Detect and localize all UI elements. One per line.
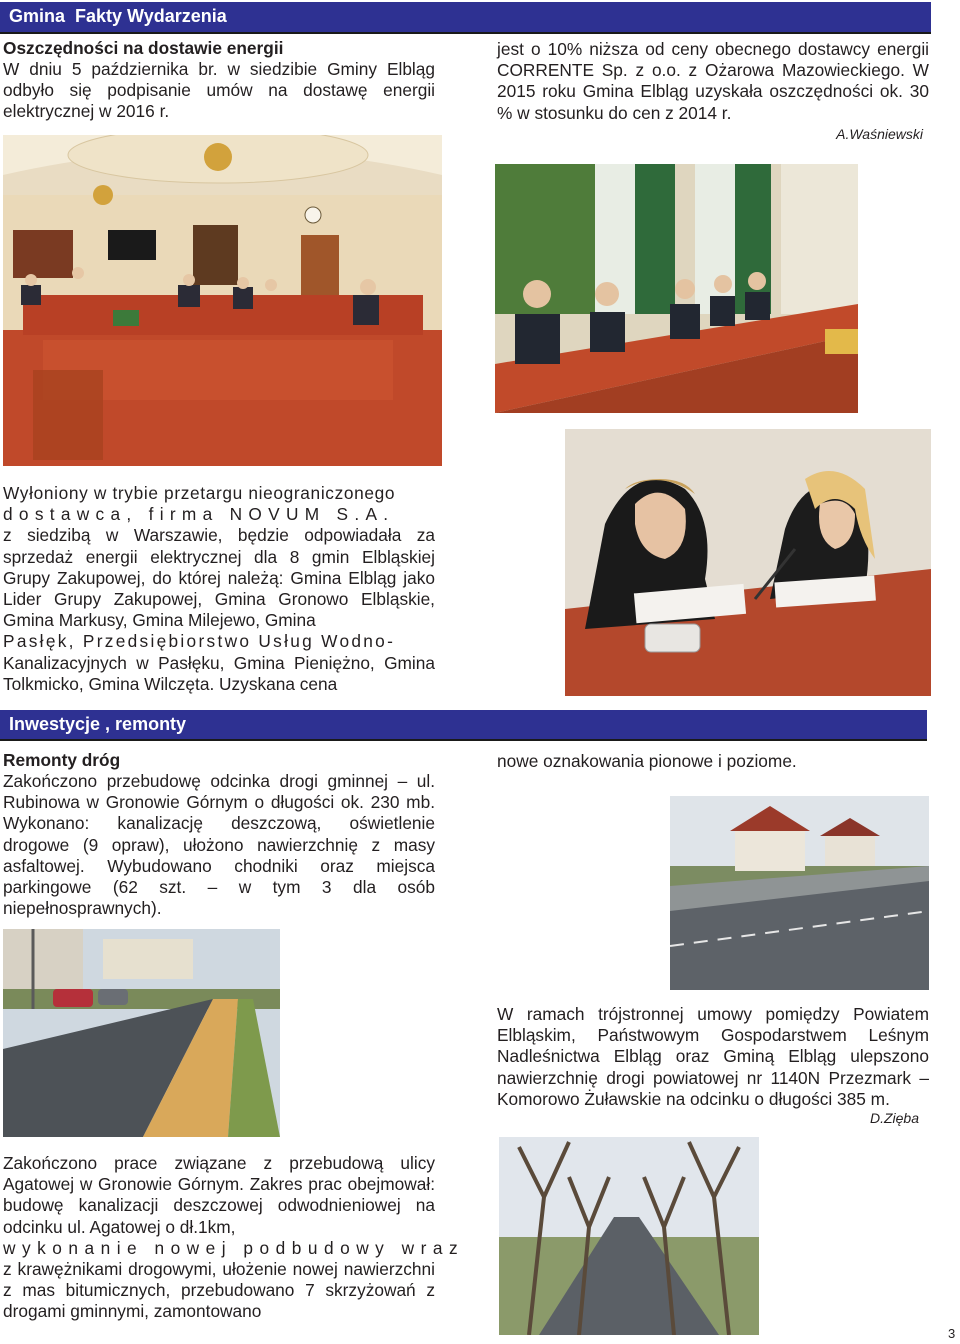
photo-council-hall bbox=[3, 135, 442, 466]
section-header-gmina bbox=[0, 2, 931, 32]
energy-title: Oszczędności na dostawie energii bbox=[3, 38, 284, 58]
photo-meeting-table bbox=[495, 164, 858, 413]
tender-paragraph: z siedzibą w Warszawie, będzie odpowiadała za sprzedaż energii elektrycznej dla 8 gmin Elbląskiej Grupy Zakupowej, do której należą: Gmina Elbląg jako Lider Grupy Zakupowej, Gmina Gronowo Elbląskie, Gmina Markusy, Gmina Milejewo, Gmina bbox=[3, 525, 435, 631]
header-underline-investments bbox=[0, 739, 927, 741]
energy-article-continuation bbox=[497, 39, 929, 142]
section-header-investments-label: Inwestycje , remonty bbox=[9, 714, 187, 734]
section-header-investments bbox=[0, 710, 927, 739]
tender-line-2: dostawca, firma NOVUM S.A. bbox=[3, 504, 395, 525]
roads-paragraph-right: nowe oznakowania pionowe i poziome. bbox=[497, 751, 797, 771]
photo-tree-lined-road bbox=[499, 1137, 759, 1335]
energy-article-intro bbox=[3, 38, 435, 123]
energy-paragraph-2: jest o 10% niższa od ceny obecnego dostawcy energii CORRENTE Sp. z o.o. z Ożarowa Mazowieckiego. W 2015 roku Gmina Elbląg uzyskała oszczędności ok. 30 % w stosunku do cen z 2014 r. bbox=[497, 39, 929, 123]
roads-paragraph-2-spaced: wykonanie nowej podbudowy wraz bbox=[3, 1237, 465, 1258]
tender-line-1: Wyłoniony w trybie przetargu nieograniczonego bbox=[3, 483, 396, 503]
roads-powiat-article bbox=[497, 1004, 929, 1126]
roads-paragraph-2b: z krawężnikami drogowymi, ułożenie nowej nawierzchni z mas bitumicznych, przebudowano 7 skrzyżowań z drogami gminnymi, zamontowano bbox=[3, 1259, 435, 1322]
section-header-gmina-label: Gmina Fakty Wydarzenia bbox=[9, 6, 227, 26]
energy-signature: A.Waśniewski bbox=[836, 125, 923, 142]
photo-sidewalk-street bbox=[3, 929, 280, 1137]
header-underline bbox=[0, 32, 931, 34]
photo-road-houses bbox=[670, 796, 929, 990]
tender-paragraph-end: Kanalizacyjnych w Pasłęku, Gmina Pieniężno, Gmina Tolkmicko, Gmina Wilczęta. Uzyskana cena bbox=[3, 652, 435, 694]
energy-tender-text bbox=[3, 483, 435, 695]
energy-paragraph-1: W dniu 5 października br. w siedzibie Gminy Elbląg odbyło się podpisanie umów na dostawę energii elektrycznej w 2016 r. bbox=[3, 59, 435, 122]
roads-agatowa-article bbox=[3, 1153, 465, 1323]
tender-line-spaced: Pasłęk, Przedsiębiorstwo Usług Wodno- bbox=[3, 631, 396, 652]
roads-continuation bbox=[497, 751, 929, 772]
roads-paragraph-2a: Zakończono prace związane z przebudową ulicy Agatowej w Gronowie Górnym. Zakres prac obejmował: budowę kanalizacji deszczowej odwodnieniowej na odcinku ul. Agatowej o dł.1km, bbox=[3, 1153, 435, 1237]
roads-article bbox=[3, 750, 435, 919]
roads-paragraph-3: W ramach trójstronnej umowy pomiędzy Powiatem Elbląskim, Państwowym Gospodarstwem Leśnym Nadleśnictwa Elbląg oraz Gminą Elbląg ulepszono nawierzchnię drogi powiatowej nr 1140N Przezmark – Komorowo Żuławskie na odcinku o długości 385 m. bbox=[497, 1004, 929, 1109]
photo-contract-signing bbox=[565, 429, 931, 696]
roads-title: Remonty dróg bbox=[3, 750, 121, 770]
roads-paragraph-1: Zakończono przebudowę odcinka drogi gminnej – ul. Rubinowa w Gronowie Górnym o długości ok. 230 mb. Wykonano: kanalizację deszczową, oświetlenie drogowe (9 opraw), ułożono nawierzchnię z masy asfaltowej. Wybudowano chodniki oraz miejsca parkingowe (62 szt. – w tym 3 dla osób niepełnosprawnych). bbox=[3, 771, 435, 919]
roads-signature: D.Zięba bbox=[869, 1110, 919, 1127]
page-number: 3 bbox=[948, 1326, 956, 1341]
